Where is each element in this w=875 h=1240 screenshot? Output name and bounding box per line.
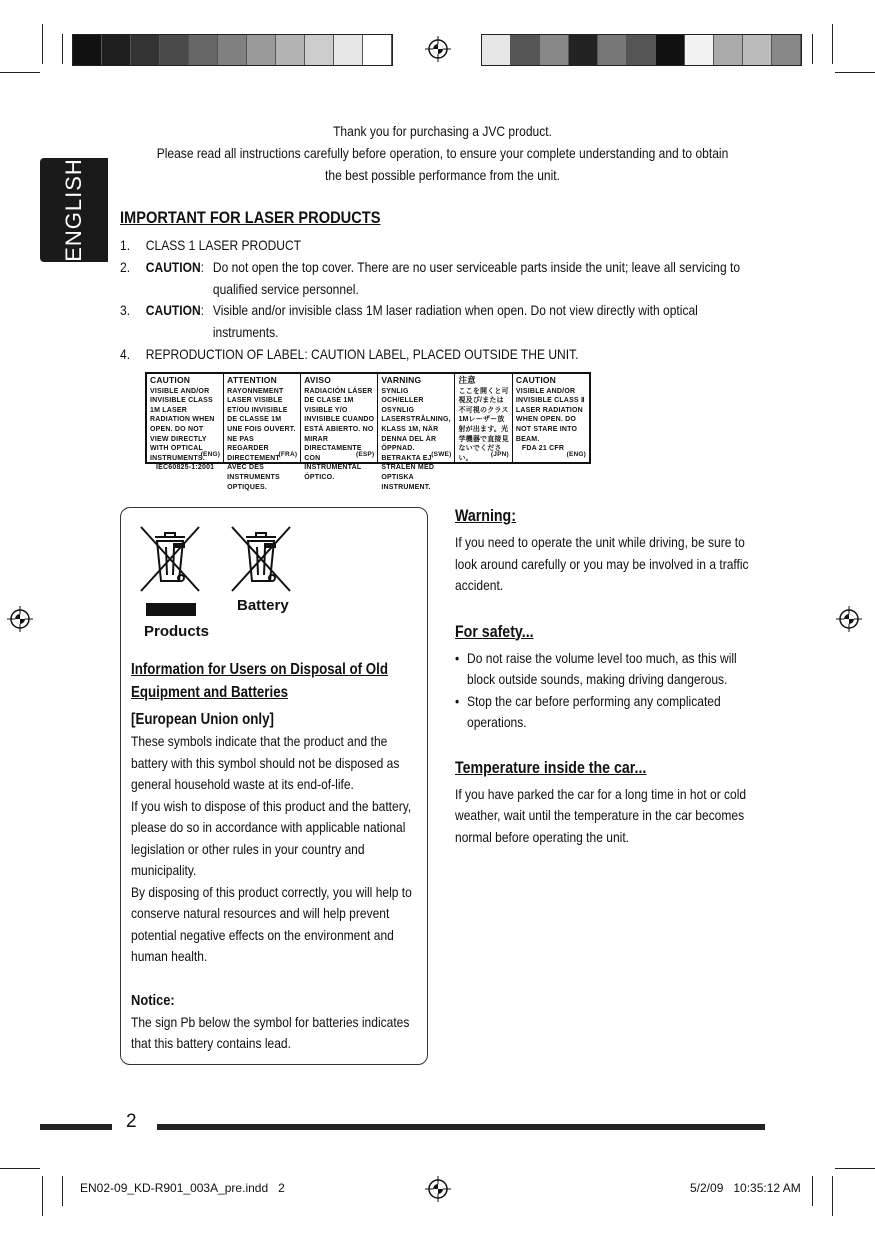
temperature-heading: Temperature inside the car...	[455, 758, 647, 777]
color-swatch	[73, 35, 102, 65]
safety-list	[455, 648, 760, 734]
caution-label	[145, 372, 591, 491]
label-code: (ENG)	[566, 451, 587, 459]
disposal-heading: Information for Users on Disposal of Old Equipment and Batteries	[131, 661, 389, 701]
color-swatch	[334, 35, 363, 65]
label-title: CAUTION	[150, 375, 191, 385]
color-swatch	[247, 35, 276, 65]
language-tab-label: ENGLISH	[61, 158, 86, 262]
battery-label: Battery	[237, 597, 289, 614]
label-extra: FDA 21 CFR	[521, 445, 565, 453]
registration-mark-icon	[836, 606, 862, 632]
crop-mark	[62, 1176, 63, 1206]
notice-text: The sign Pb below the symbol for batteries indicates that this battery contains lead.	[131, 1013, 410, 1051]
footer-date: 5/2/09 10:35:12 AM	[690, 1181, 801, 1195]
label-column-fra	[224, 374, 301, 491]
page-number: 2	[126, 1111, 137, 1132]
color-swatch	[305, 35, 334, 65]
label-code: (ESP)	[355, 451, 375, 459]
color-swatch	[102, 35, 131, 65]
laser-item-3: 3. CAUTION: Visible and/or invisible class 1M laser radiation when open. Do not view directly with optical instruments.	[120, 300, 756, 343]
laser-item-2: 2. CAUTION: Do not open the top cover. There are no user serviceable parts inside the unit; leave all servicing to qualified service personnel.	[120, 257, 756, 300]
label-code: (SWE)	[431, 451, 452, 459]
label-title: AVISO	[304, 375, 332, 385]
color-swatch	[685, 35, 714, 65]
disposal-subheading: [European Union only]	[131, 711, 274, 728]
warning-heading: Warning:	[455, 507, 516, 525]
color-swatch	[569, 35, 598, 65]
color-swatch	[218, 35, 247, 65]
laser-item-text: REPRODUCTION OF LABEL: CAUTION LABEL, PLACED OUTSIDE THE UNIT.	[145, 346, 579, 362]
crop-mark	[835, 1168, 875, 1169]
color-swatch	[363, 35, 392, 65]
label-title: CAUTION	[515, 375, 557, 385]
registration-mark-icon	[425, 36, 451, 62]
label-column-esp	[301, 374, 378, 481]
footer-file: EN02-09_KD-R901_003A_pre.indd 2	[80, 1181, 285, 1195]
laser-item-1	[120, 235, 756, 257]
color-swatch	[131, 35, 160, 65]
page-number-bar-left	[40, 1124, 112, 1130]
label-extra: IEC60825-1:2001	[156, 464, 215, 472]
label-body: SYNLIG OCH/ELLER OSYNLIG LASERSTRÅLNING, KLASS 1M, NÄR DENNA DEL ÄR ÖPPNAD. BETRAKTA EJ STRÅLEN MED OPTISKA INSTRUMENT.	[381, 387, 451, 491]
color-swatch	[160, 35, 189, 65]
crop-mark	[62, 34, 63, 64]
label-column-eng-fda	[513, 374, 589, 462]
color-swatch	[627, 35, 656, 65]
color-swatch	[511, 35, 540, 65]
language-tab	[40, 158, 108, 262]
laser-item-4	[120, 344, 756, 366]
laser-item-text: Visible and/or invisible class 1M laser radiation when open. Do not view directly with optical instruments.	[212, 302, 698, 340]
laser-item-keyword: CAUTION	[145, 259, 201, 275]
color-swatch	[189, 35, 218, 65]
laser-item-number: 3.	[120, 302, 131, 318]
products-label: Products	[144, 623, 210, 640]
color-swatch	[540, 35, 569, 65]
label-code: (ENG)	[200, 451, 221, 459]
label-body: VISIBLE AND/OR INVISIBLE CLASS 1M LASER RADIATION WHEN OPEN. DO NOT VIEW DIRECTLY WITH OPTICAL INSTRUMENTS.	[150, 387, 215, 462]
registration-mark-icon	[7, 606, 33, 632]
label-code: (JPN)	[490, 451, 509, 459]
page-number-bar-right	[157, 1124, 765, 1130]
laser-item-keyword: CAUTION	[145, 302, 201, 318]
color-swatch	[772, 35, 801, 65]
temperature-text: If you have parked the car for a long time in hot or cold weather, wait until the temperature in the car becomes normal before operating the unit.	[455, 785, 747, 845]
label-body: RAYONNEMENT LASER VISIBLE ET/OU INVISIBLE DE CLASSE 1M UNE FOIS OUVERT. NE PAS REGARDER DIRECTEMENT AVEC DES INSTRUMENTS OPTIQUES.	[227, 387, 296, 491]
color-swatch	[276, 35, 305, 65]
label-column-swe	[378, 374, 455, 491]
right-column	[455, 505, 760, 848]
label-body: RADIACIÓN LÁSER DE CLASE 1M VISIBLE Y/O INVISIBLE CUANDO ESTÁ ABIERTO. NO MIRAR DIRECTAMENTE CON INSTRUMENTAL ÓPTICO.	[304, 387, 375, 481]
disposal-content	[131, 658, 420, 1055]
safety-heading: For safety...	[455, 622, 534, 641]
label-column-jpn	[455, 374, 512, 462]
color-swatch	[482, 35, 511, 65]
disposal-paragraph-2: If you wish to dispose of this product and the battery, please do so in accordance with applicable national legislation or other rules in your country and municipality.	[131, 797, 412, 878]
crop-mark	[812, 1176, 813, 1206]
color-swatch	[598, 35, 627, 65]
color-bar-left	[72, 34, 393, 66]
products-black-bar	[146, 603, 196, 616]
laser-item-number: 2.	[120, 259, 131, 275]
color-bar-right	[481, 34, 802, 66]
notice-heading: Notice:	[131, 991, 175, 1009]
crop-mark	[0, 1168, 40, 1169]
crop-mark	[42, 24, 43, 64]
crop-mark	[835, 72, 875, 73]
color-swatch	[714, 35, 743, 65]
label-title: 注意	[458, 375, 476, 385]
laser-item-number: 4.	[120, 346, 131, 362]
label-title: ATTENTION	[227, 375, 277, 385]
color-swatch	[743, 35, 772, 65]
intro-instructions: Please read all instructions carefully before operation, to ensure your complete understanding and to obtain the best possible performance from the unit.	[156, 145, 729, 183]
disposal-paragraph-3: By disposing of this product correctly, you will help to conserve natural resources and will help prevent potential negative effects on the environment and human health.	[131, 883, 412, 964]
intro-text	[157, 120, 729, 186]
laser-item-number: 1.	[120, 237, 131, 253]
color-swatch	[656, 35, 685, 65]
laser-item-text: Do not open the top cover. There are no user serviceable parts inside the unit; leave all servicing to qualified service personnel.	[212, 259, 741, 297]
safety-item: • Do not raise the volume level too much, as this will block outside sounds, making driving dangerous.	[455, 648, 760, 691]
label-column-eng	[147, 374, 224, 472]
safety-item: • Stop the car before performing any complicated operations.	[455, 691, 760, 734]
label-body: VISIBLE AND/OR INVISIBLE CLASS Ⅱ LASER RADIATION WHEN OPEN. DO NOT STARE INTO BEAM.	[515, 387, 585, 443]
crop-mark	[832, 24, 833, 64]
label-title: VARNING	[381, 375, 422, 385]
laser-heading: IMPORTANT FOR LASER PRODUCTS	[120, 208, 381, 227]
crossed-bin-products-icon	[139, 525, 201, 593]
label-body: ここを開くと可視及び/または不可視のクラス1Mレーザー放射が出ます。光学機器で直接見ないでください。	[458, 387, 509, 462]
warning-text: If you need to operate the unit while driving, be sure to look around carefully or you may be involved in a traffic accident.	[455, 534, 749, 593]
label-code: (FRA)	[278, 451, 298, 459]
intro-thanks: Thank you for purchasing a JVC product.	[333, 123, 552, 139]
crop-mark	[812, 34, 813, 64]
crop-mark	[0, 72, 40, 73]
laser-item-text: CLASS 1 LASER PRODUCT	[145, 237, 302, 253]
registration-mark-icon	[425, 1176, 451, 1202]
crop-mark	[832, 1176, 833, 1216]
crossed-bin-battery-icon	[230, 525, 292, 593]
crop-mark	[42, 1176, 43, 1216]
disposal-paragraph-1: These symbols indicate that the product and the battery with this symbol should not be disposed as general household waste at its end-of-life.	[131, 733, 400, 792]
